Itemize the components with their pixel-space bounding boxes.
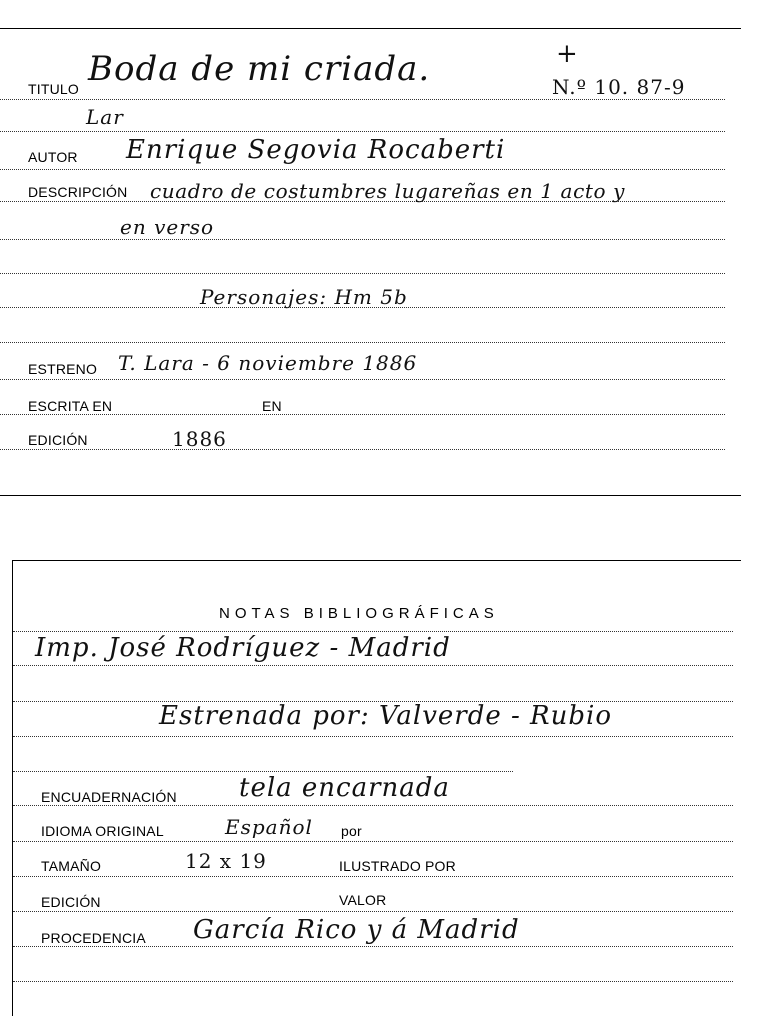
handwritten-encuadernacion: tela encarnada — [239, 773, 450, 803]
ruled-line — [0, 273, 725, 274]
ruled-line — [13, 911, 733, 912]
label-valor: VALOR — [339, 892, 387, 908]
ruled-line — [0, 131, 725, 132]
cross-mark: + — [556, 39, 579, 69]
label-ilustrado-por: ILUSTRADO POR — [339, 858, 456, 874]
catalog-card-bottom — [12, 560, 741, 1016]
label-edicion: EDICIÓN — [28, 432, 88, 448]
handwritten-estreno: T. Lara - 6 noviembre 1886 — [118, 351, 418, 375]
label-estreno: ESTRENO — [28, 361, 98, 377]
ruled-line — [13, 876, 733, 877]
handwritten-personajes: Personajes: Hm 5b — [200, 285, 408, 309]
label-encuadernacion: ENCUADERNACIÓN — [41, 789, 177, 805]
label-tamano: TAMAÑO — [41, 858, 102, 874]
ruled-line — [13, 946, 733, 947]
handwritten-idioma: Español — [225, 815, 313, 839]
handwritten-nota-1: Imp. José Rodríguez - Madrid — [35, 633, 451, 663]
handwritten-descripcion-2: en verso — [120, 215, 215, 239]
label-edicion-2: EDICIÓN — [41, 894, 101, 910]
handwritten-titulo: Boda de mi criada. — [88, 49, 431, 89]
handwritten-titulo-cont: Lar — [86, 105, 124, 129]
ruled-line — [13, 981, 733, 982]
label-descripcion: DESCRIPCIÓN — [28, 184, 128, 200]
handwritten-nota-2: Estrenada por: Valverde - Rubio — [159, 701, 612, 731]
ruled-line — [13, 771, 513, 772]
ruled-line — [13, 736, 733, 737]
handwritten-autor: Enrique Segovia Rocaberti — [126, 135, 506, 165]
handwritten-procedencia: García Rico y á Madrid — [193, 915, 520, 945]
ruled-line — [0, 239, 725, 240]
ruled-line — [13, 805, 733, 806]
label-titulo: TITULO — [28, 81, 79, 97]
label-en: EN — [262, 398, 282, 414]
handwritten-edicion: 1886 — [172, 427, 227, 451]
label-escrita-en: ESCRITA EN — [28, 398, 113, 414]
catalog-card-top — [0, 28, 741, 496]
label-autor: AUTOR — [28, 149, 78, 165]
ruled-line — [13, 631, 733, 632]
notes-heading: NOTAS BIBLIOGRÁFICAS — [219, 605, 499, 622]
handwritten-descripcion-1: cuadro de costumbres lugareñas en 1 acto y — [150, 179, 626, 203]
ruled-line — [0, 99, 725, 100]
ruled-line — [0, 449, 725, 450]
handwritten-tamano: 12 x 19 — [185, 849, 267, 873]
ruled-line — [0, 379, 725, 380]
label-por: por — [341, 823, 362, 839]
ruled-line — [13, 841, 733, 842]
ruled-line — [0, 414, 725, 415]
label-idioma-original: IDIOMA ORIGINAL — [41, 823, 164, 839]
ruled-line — [0, 342, 725, 343]
label-procedencia: PROCEDENCIA — [41, 930, 146, 946]
ruled-line — [0, 169, 725, 170]
handwritten-numero: N.º 10. 87-9 — [552, 75, 686, 99]
ruled-line — [13, 665, 733, 666]
